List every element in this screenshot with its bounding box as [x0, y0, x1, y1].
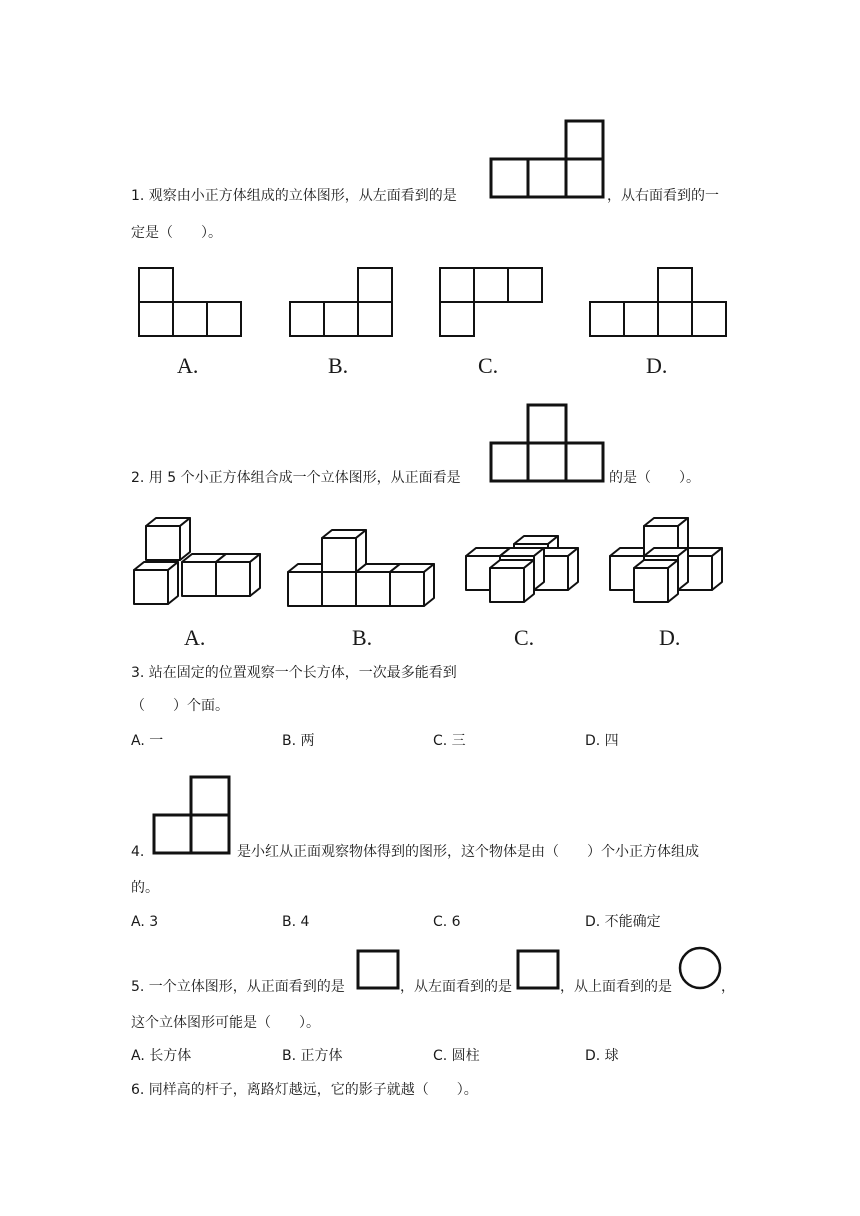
cube — [134, 562, 178, 604]
q1-option-a-figure[interactable] — [137, 266, 245, 340]
q2-option-b-label[interactable]: B. — [352, 625, 373, 650]
cube — [490, 560, 534, 602]
q5-prompt-line2: 这个立体图形可能是（ ）。 — [131, 1015, 320, 1031]
q3-prompt-line1: 3. 站在固定的位置观察一个长方体，一次最多能看到 — [131, 665, 457, 681]
q1-left-view-figure — [488, 118, 608, 200]
q2-option-c-label[interactable]: C. — [514, 625, 535, 650]
q5-prompt-prefix: 5. 一个立体图形，从正面看到的是 — [131, 979, 345, 995]
cube — [634, 560, 678, 602]
q4-number: 4. — [131, 844, 145, 860]
q4-prompt-line2: 的。 — [131, 880, 159, 896]
q3-option-b[interactable]: B. 两 — [282, 733, 315, 749]
q1-option-b-label[interactable]: B. — [328, 353, 349, 378]
q5-prompt-mid2: ，从上面看到的是 — [560, 979, 672, 995]
q5-left-square-icon — [516, 949, 560, 991]
q4-prompt: 是小红从正面观察物体得到的图形，这个物体是由（ ）个小正方体组成 — [237, 844, 699, 860]
q5-prompt-end: ， — [721, 979, 735, 995]
q2-option-a-figure[interactable] — [130, 512, 265, 612]
q5-option-b[interactable]: B. 正方体 — [282, 1048, 343, 1064]
q2-option-b-figure[interactable] — [286, 524, 446, 616]
q3-option-a[interactable]: A. 一 — [131, 733, 164, 749]
q4-option-a[interactable]: A. 3 — [131, 914, 159, 930]
q1-prompt-prefix: 1. 观察由小正方体组成的立体图形，从左面看到的是 — [131, 188, 457, 204]
q4-option-b[interactable]: B. 4 — [282, 914, 310, 930]
q2-option-c-figure[interactable] — [464, 534, 589, 614]
q5-prompt-mid1: ，从左面看到的是 — [400, 979, 512, 995]
q1-prompt-suffix: ，从右面看到的一 — [607, 188, 719, 204]
cube — [216, 554, 260, 596]
q5-option-a[interactable]: A. 长方体 — [131, 1048, 192, 1064]
q4-front-view-figure — [151, 774, 237, 858]
q5-option-c[interactable]: C. 圆柱 — [433, 1048, 480, 1064]
cube — [390, 564, 434, 606]
q1-option-d-figure[interactable] — [588, 266, 730, 340]
q2-prompt-suffix: 的是（ ）。 — [609, 470, 700, 486]
q1-option-c-label[interactable]: C. — [478, 353, 499, 378]
q3-option-c[interactable]: C. 三 — [433, 733, 466, 749]
q3-option-d[interactable]: D. 四 — [585, 733, 619, 749]
q6-prompt: 6. 同样高的杆子，离路灯越远，它的影子就越（ ）。 — [131, 1082, 478, 1098]
q5-front-square-icon — [356, 949, 400, 991]
q1-option-a-label[interactable]: A. — [177, 353, 199, 378]
q1-prompt-line2: 定是（ ）。 — [131, 225, 222, 241]
q4-option-d[interactable]: D. 不能确定 — [585, 914, 661, 930]
q2-option-a-label[interactable]: A. — [184, 625, 206, 650]
q2-option-d-label[interactable]: D. — [659, 625, 681, 650]
q3-prompt-line2: （ ）个面。 — [131, 698, 229, 714]
q5-option-d[interactable]: D. 球 — [585, 1048, 619, 1064]
q2-front-view-figure — [488, 402, 608, 484]
q1-option-d-label[interactable]: D. — [646, 353, 668, 378]
q4-option-c[interactable]: C. 6 — [433, 914, 461, 930]
q1-option-b-figure[interactable] — [288, 266, 396, 340]
q1-option-c-figure[interactable] — [438, 266, 546, 340]
cube — [322, 530, 366, 572]
q5-top-circle-icon — [677, 945, 723, 991]
cube — [146, 518, 190, 560]
q2-prompt-prefix: 2. 用 5 个小正方体组合成一个立体图形，从正面看是 — [131, 470, 461, 486]
q2-option-d-figure[interactable] — [608, 514, 733, 614]
